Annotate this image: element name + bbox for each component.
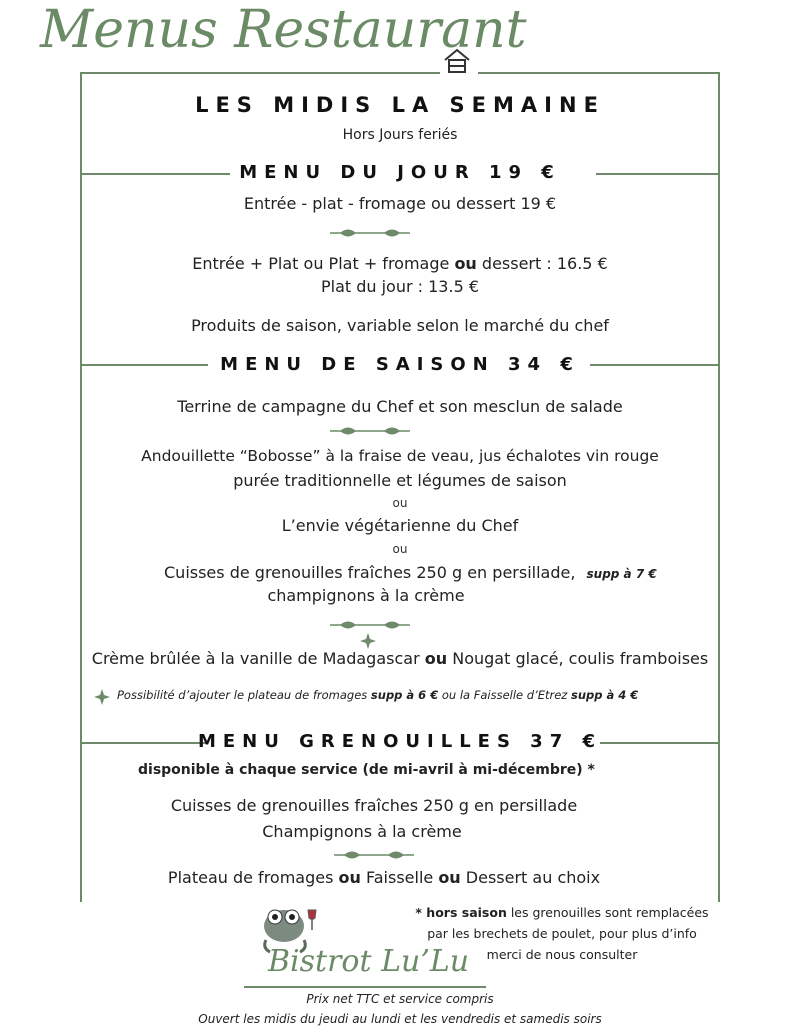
leaf-ornament-3 xyxy=(330,617,410,651)
grenouilles-line-1: Cuisses de grenouilles fraîches 250 g en persillade xyxy=(170,796,578,815)
footnote-bold: * hors saison xyxy=(415,905,507,920)
menu-jour-line: Entrée - plat - fromage ou dessert 19 € xyxy=(243,194,557,213)
saison-plat-1a: Andouillette “Bobosse” à la fraise de veau, jus échalotes vin rouge xyxy=(141,447,659,465)
menu-grenouilles-heading: MENU GRENOUILLES 37 € xyxy=(197,731,603,752)
saison-dessert-b: Nougat glacé, coulis framboises xyxy=(447,649,709,668)
ou-separator-1: ou xyxy=(392,496,408,510)
grenouilles-line-3 xyxy=(0,868,784,887)
footer-price-note: Prix net TTC et service compris xyxy=(306,992,494,1006)
footnote-line-1 xyxy=(392,902,732,923)
saison-plat-3a-text: Cuisses de grenouilles fraîches 250 g en persillade, xyxy=(164,563,576,582)
plat-du-jour: Plat du jour : 13.5 € xyxy=(320,277,480,296)
section-subheading: Hors Jours feriés xyxy=(342,127,458,143)
supp-badge: supp à 7 € xyxy=(586,567,657,581)
grenouilles-line-2: Champignons à la crème xyxy=(262,822,462,841)
footnote-rest: les grenouilles sont remplacées xyxy=(506,905,709,920)
leaf-ornament-2 xyxy=(330,424,410,438)
ou-keyword: ou xyxy=(438,868,461,887)
saison-dessert xyxy=(0,649,800,668)
ou-keyword: ou xyxy=(454,254,477,273)
sparkle-icon xyxy=(94,689,110,705)
top-rule-right xyxy=(478,72,720,74)
grenouilles-availability: disponible à chaque service (de mi-avril à mi-décembre) * xyxy=(138,762,595,778)
produits-saison: Produits de saison, variable selon le marché du chef xyxy=(191,316,609,335)
house-icon[interactable] xyxy=(442,46,472,76)
footer-opening-hours: Ouvert les midis du jeudi au lundi et les vendredis et samedis soirs xyxy=(198,1012,602,1026)
supp-badge: supp à 6 € xyxy=(370,688,439,702)
saison-dessert-a: Crème brûlée à la vanille de Madagascar xyxy=(91,649,425,668)
menu-saison-heading: MENU DE SAISON 34 € xyxy=(220,354,580,375)
saison-entree: Terrine de campagne du Chef et son mesclun de salade xyxy=(177,397,623,416)
grenouilles-line-3b: Faisselle xyxy=(360,868,439,887)
menu-jour-option-a: Entrée + Plat ou Plat + fromage xyxy=(192,254,455,273)
ou-keyword: ou xyxy=(338,868,361,887)
menu-jour-option-b: dessert : 16.5 € xyxy=(476,254,608,273)
supp-badge: supp à 4 € xyxy=(571,688,639,702)
ou-separator-2: ou xyxy=(392,542,408,556)
grenouilles-line-3a: Plateau de fromages xyxy=(167,868,339,887)
footnote-line-3: merci de nous consulter xyxy=(486,947,638,962)
saison-plat-1b: purée traditionnelle et légumes de saison xyxy=(233,471,567,490)
leaf-ornament-4 xyxy=(334,848,414,862)
menu-jour-options xyxy=(0,254,800,273)
section-heading-midis: LES MIDIS LA SEMAINE xyxy=(195,93,605,117)
page-title: Menus Restaurant xyxy=(40,0,527,60)
fromage-note-b: ou la Faisselle d’Etrez xyxy=(438,688,571,702)
logo-underline xyxy=(244,986,486,988)
saison-plat-2: L’envie végétarienne du Chef xyxy=(281,516,519,535)
saison-plat-3b: champignons à la crème xyxy=(267,586,465,605)
leaf-ornament-1 xyxy=(330,226,410,240)
fromage-note-a: Possibilité d’ajouter le plateau de fromages xyxy=(117,688,371,702)
menu-jour-heading: MENU DU JOUR 19 € xyxy=(239,162,561,183)
grenouilles-line-3c: Dessert au choix xyxy=(460,868,601,887)
top-rule-left xyxy=(80,72,440,74)
fromage-note xyxy=(117,688,638,702)
saison-plat-3a xyxy=(164,563,657,582)
logo-text: Bistrot Lu’Lu xyxy=(268,944,470,979)
ou-keyword: ou xyxy=(424,649,448,668)
footnote-line-2: par les brechets de poulet, pour plus d’info xyxy=(427,926,697,941)
